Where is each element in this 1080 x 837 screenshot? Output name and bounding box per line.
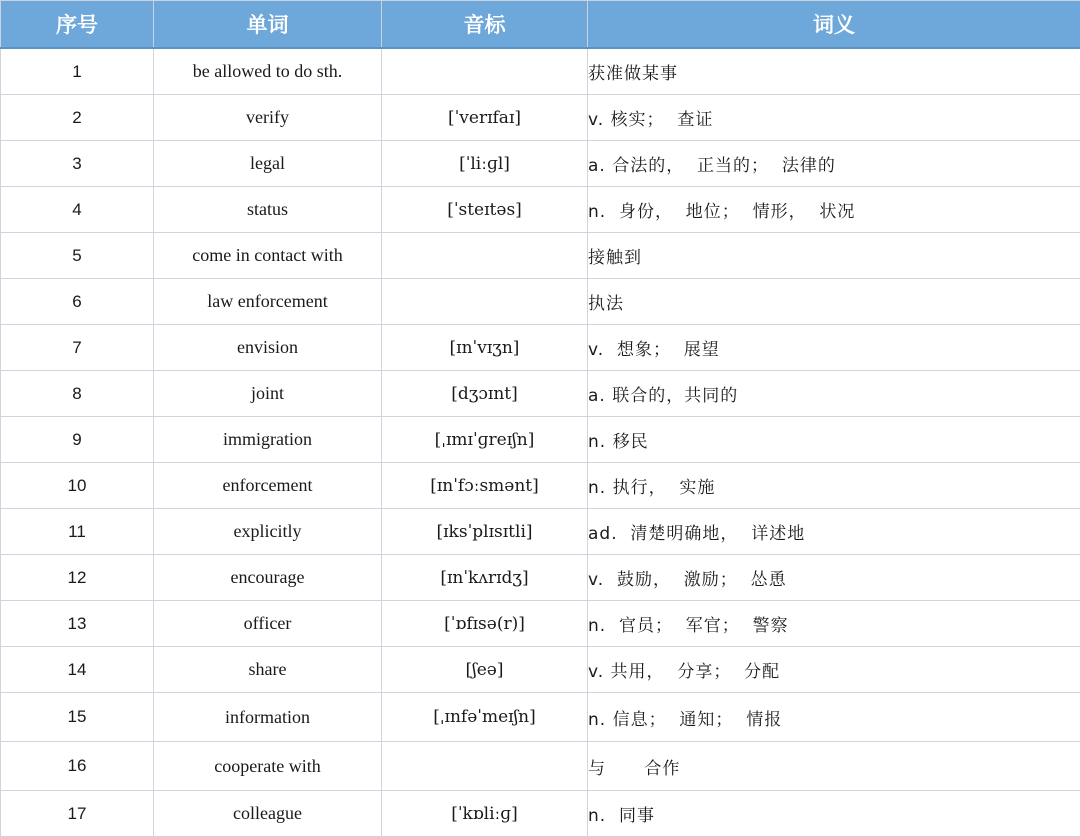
cell-meaning: ad. 清楚明确地， 详述地 bbox=[588, 509, 1080, 555]
cell-word: information bbox=[154, 693, 382, 742]
cell-word: colleague bbox=[154, 791, 382, 837]
header-phonetic: 音标 bbox=[382, 1, 588, 49]
cell-num: 3 bbox=[1, 141, 154, 187]
cell-phonetic bbox=[382, 742, 588, 791]
table-row bbox=[1, 693, 1080, 742]
cell-meaning: n. 官员； 军官； 警察 bbox=[588, 601, 1080, 647]
cell-meaning: n. 身份， 地位； 情形， 状况 bbox=[588, 187, 1080, 233]
cell-word: encourage bbox=[154, 555, 382, 601]
cell-word: explicitly bbox=[154, 509, 382, 555]
cell-word: cooperate with bbox=[154, 742, 382, 791]
cell-num: 9 bbox=[1, 417, 154, 463]
cell-word: officer bbox=[154, 601, 382, 647]
table-row bbox=[1, 279, 1080, 325]
cell-num: 14 bbox=[1, 647, 154, 693]
table-row bbox=[1, 647, 1080, 693]
cell-phonetic bbox=[382, 48, 588, 95]
table-row bbox=[1, 601, 1080, 647]
table-row bbox=[1, 742, 1080, 791]
cell-meaning: v. 核实； 查证 bbox=[588, 95, 1080, 141]
cell-meaning: 执法 bbox=[588, 279, 1080, 325]
cell-meaning: n. 同事 bbox=[588, 791, 1080, 837]
cell-meaning: v. 鼓励， 激励； 怂恿 bbox=[588, 555, 1080, 601]
cell-num: 11 bbox=[1, 509, 154, 555]
table-row bbox=[1, 325, 1080, 371]
cell-word: status bbox=[154, 187, 382, 233]
cell-meaning: a. 联合的，共同的 bbox=[588, 371, 1080, 417]
cell-word: be allowed to do sth. bbox=[154, 48, 382, 95]
cell-num: 8 bbox=[1, 371, 154, 417]
cell-phonetic: [ɪnˈkʌrɪdʒ] bbox=[382, 555, 588, 601]
table-row bbox=[1, 95, 1080, 141]
cell-num: 17 bbox=[1, 791, 154, 837]
cell-num: 15 bbox=[1, 693, 154, 742]
cell-word: come in contact with bbox=[154, 233, 382, 279]
table-row bbox=[1, 187, 1080, 233]
cell-phonetic bbox=[382, 279, 588, 325]
cell-word: immigration bbox=[154, 417, 382, 463]
cell-phonetic: [ˈsteɪtəs] bbox=[382, 187, 588, 233]
cell-meaning: v. 想象； 展望 bbox=[588, 325, 1080, 371]
cell-word: envision bbox=[154, 325, 382, 371]
table-row bbox=[1, 417, 1080, 463]
cell-num: 16 bbox=[1, 742, 154, 791]
cell-meaning: n. 信息； 通知； 情报 bbox=[588, 693, 1080, 742]
header-word: 单词 bbox=[154, 1, 382, 49]
cell-meaning: 与 合作 bbox=[588, 742, 1080, 791]
table-row bbox=[1, 48, 1080, 95]
cell-phonetic: [ɪnˈfɔːsmənt] bbox=[382, 463, 588, 509]
cell-word: legal bbox=[154, 141, 382, 187]
cell-num: 13 bbox=[1, 601, 154, 647]
table-row bbox=[1, 371, 1080, 417]
table-row bbox=[1, 791, 1080, 837]
cell-phonetic: [ˈliːɡl] bbox=[382, 141, 588, 187]
table-header bbox=[1, 1, 1080, 49]
cell-word: verify bbox=[154, 95, 382, 141]
cell-word: share bbox=[154, 647, 382, 693]
cell-phonetic: [ˈɒfɪsə(r)] bbox=[382, 601, 588, 647]
table-row bbox=[1, 555, 1080, 601]
cell-phonetic: [ɪksˈplɪsɪtli] bbox=[382, 509, 588, 555]
cell-num: 2 bbox=[1, 95, 154, 141]
cell-phonetic: [ˈkɒliːɡ] bbox=[382, 791, 588, 837]
header-num: 序号 bbox=[1, 1, 154, 49]
cell-phonetic: [ˈverɪfaɪ] bbox=[382, 95, 588, 141]
cell-num: 5 bbox=[1, 233, 154, 279]
cell-meaning: n. 执行， 实施 bbox=[588, 463, 1080, 509]
cell-word: enforcement bbox=[154, 463, 382, 509]
cell-phonetic: [dʒɔɪnt] bbox=[382, 371, 588, 417]
table-row bbox=[1, 509, 1080, 555]
cell-phonetic bbox=[382, 233, 588, 279]
cell-phonetic: [ˌɪmɪˈɡreɪʃn] bbox=[382, 417, 588, 463]
header-meaning: 词义 bbox=[588, 1, 1080, 49]
cell-word: joint bbox=[154, 371, 382, 417]
cell-meaning: 获准做某事 bbox=[588, 48, 1080, 95]
cell-num: 10 bbox=[1, 463, 154, 509]
cell-meaning: n. 移民 bbox=[588, 417, 1080, 463]
header-row bbox=[1, 1, 1080, 49]
cell-meaning: v. 共用， 分享； 分配 bbox=[588, 647, 1080, 693]
cell-meaning: a. 合法的， 正当的； 法律的 bbox=[588, 141, 1080, 187]
cell-meaning: 接触到 bbox=[588, 233, 1080, 279]
cell-word: law enforcement bbox=[154, 279, 382, 325]
cell-phonetic: [ʃeə] bbox=[382, 647, 588, 693]
table-row bbox=[1, 463, 1080, 509]
cell-num: 12 bbox=[1, 555, 154, 601]
cell-phonetic: [ˌɪnfəˈmeɪʃn] bbox=[382, 693, 588, 742]
cell-num: 7 bbox=[1, 325, 154, 371]
cell-num: 6 bbox=[1, 279, 154, 325]
table-row bbox=[1, 233, 1080, 279]
cell-num: 1 bbox=[1, 48, 154, 95]
table-row bbox=[1, 141, 1080, 187]
table-body bbox=[1, 48, 1080, 837]
cell-num: 4 bbox=[1, 187, 154, 233]
cell-phonetic: [ɪnˈvɪʒn] bbox=[382, 325, 588, 371]
